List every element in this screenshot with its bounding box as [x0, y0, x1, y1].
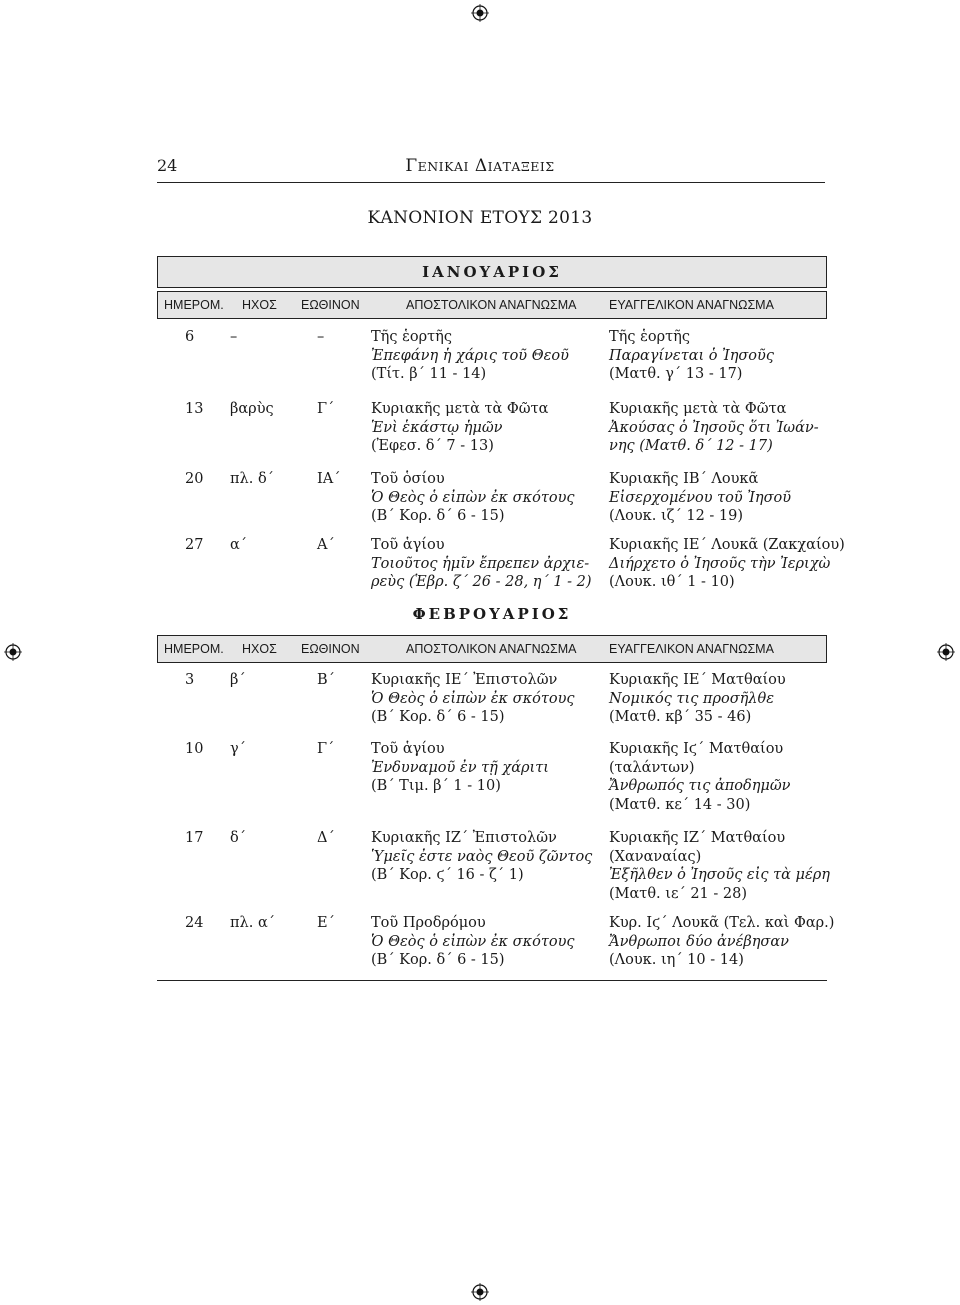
row-gospel: [609, 400, 829, 456]
row-matins: Γ΄: [317, 741, 335, 757]
gospel-reference: (Ματθ. ιε΄ 21 - 28): [609, 885, 747, 902]
gospel-incipit: Διήρχετο ὁ Ἰησοῦς τὴν Ἰεριχὼ: [609, 555, 831, 572]
row-date: 17: [185, 830, 204, 846]
row-tone: γ΄: [230, 741, 246, 757]
apostle-incipit: Ὁ Θεὸς ὁ εἰπὼν ἐκ σκότους: [371, 690, 575, 707]
apostle-title: Τοῦ Προδρόμου: [371, 915, 486, 931]
row-gospel: [609, 328, 829, 384]
running-head-rest-2: ΙΑΤΑΞΕΙΣ: [487, 159, 555, 174]
apostle-reference: (Β΄ Τιμ. β΄ 1 - 10): [371, 778, 501, 794]
row-tone: βαρὺς: [230, 401, 274, 417]
gospel-subtitle: (ταλάντων): [609, 759, 695, 776]
row-gospel: [609, 829, 829, 903]
column-header-gospel: ΕΥΑΓΓΕΛΙΚΟΝ ΑΝΑΓΝΩΣΜΑ: [609, 642, 774, 656]
page-number: 24: [157, 156, 178, 175]
gospel-title: Κυριακῆς ΙΖ΄ Ματθαίου: [609, 830, 786, 846]
gospel-title: Κυριακῆς μετὰ τὰ Φῶτα: [609, 401, 787, 417]
row-date: 27: [185, 537, 204, 553]
row-gospel: [609, 470, 829, 526]
row-date: 3: [185, 672, 195, 688]
row-gospel: [609, 536, 845, 592]
registration-mark-left-icon: [4, 643, 22, 661]
apostle-title: Κυριακῆς ΙΖ΄ Ἐπιστολῶν: [371, 830, 557, 846]
row-apostle: [371, 914, 611, 970]
gospel-reference: (Ματθ. κε΄ 14 - 30): [609, 796, 751, 813]
apostle-incipit: Ὁ Θεὸς ὁ εἰπὼν ἐκ σκότους: [371, 933, 575, 950]
running-head: [0, 156, 960, 176]
row-apostle: [371, 400, 611, 456]
row-apostle: [371, 671, 611, 727]
row-date: 10: [185, 741, 204, 757]
gospel-title: Κυριακῆς ΙΕ΄ Λουκᾶ (Ζακχαίου): [609, 537, 845, 553]
apostle-incipit: Ὑμεῖς ἐστε ναὸς Θεοῦ ζῶντος: [371, 848, 593, 865]
row-date: 20: [185, 471, 204, 487]
row-apostle: [371, 740, 611, 796]
gospel-incipit: Ἄνθρωποι δύο ἀνέβησαν: [609, 933, 789, 950]
column-header-gospel: ΕΥΑΓΓΕΛΙΚΟΝ ΑΝΑΓΝΩΣΜΑ: [609, 298, 774, 312]
gospel-title: Κυριακῆς ΙΕ΄ Ματθαίου: [609, 672, 786, 688]
row-tone: –: [230, 329, 238, 345]
row-date: 24: [185, 915, 204, 931]
gospel-reference: (Ματθ. κβ΄ 35 - 46): [609, 709, 752, 725]
gospel-incipit: Παραγίνεται ὁ Ἰησοῦς: [609, 347, 774, 364]
row-matins: Δ΄: [317, 830, 335, 846]
registration-mark-top-icon: [471, 4, 489, 22]
month-heading-february: ΦΕΒΡΟΥΑΡΙΟΣ: [157, 599, 827, 631]
page-title: ΚΑΝΟΝΙΟΝ ΕΤΟΥΣ 2013: [367, 208, 593, 228]
column-header-row: [157, 635, 827, 663]
apostle-incipit: Ὁ Θεὸς ὁ εἰπὼν ἐκ σκότους: [371, 489, 575, 506]
gospel-subtitle: (Χαναναίας): [609, 848, 702, 865]
apostle-reference: (Β΄ Κορ. δ΄ 6 - 15): [371, 952, 505, 968]
column-header-matins: ΕΩΘΙΝΟΝ: [301, 642, 360, 656]
apostle-reference: (Β΄ Κορ. δ΄ 6 - 15): [371, 508, 505, 524]
apostle-title: Κυριακῆς ΙΕ΄ Ἐπιστολῶν: [371, 672, 558, 688]
row-tone: πλ. α΄: [230, 915, 275, 931]
apostle-incipit: Ἑνὶ ἑκάστῳ ἡμῶν: [371, 419, 503, 436]
gospel-reference: (Λουκ. ιζ΄ 12 - 19): [609, 508, 744, 524]
gospel-reference: (Λουκ. ιη΄ 10 - 14): [609, 952, 744, 968]
apostle-incipit: Τοιοῦτος ἡμῖν ἔπρεπεν ἀρχιε-: [371, 555, 590, 572]
row-tone: β΄: [230, 672, 246, 688]
row-date: 6: [185, 329, 195, 345]
header-rule: [157, 182, 825, 183]
column-header-date: ΗΜΕΡΟΜ.: [164, 642, 224, 656]
gospel-incipit: Εἰσερχομένου τοῦ Ἰησοῦ: [609, 489, 792, 506]
apostle-incipit-cont: ρεὺς (Ἑβρ. ζ΄ 26 - 28, η΄ 1 - 2): [371, 574, 592, 590]
apostle-title: Κυριακῆς μετὰ τὰ Φῶτα: [371, 401, 549, 417]
column-header-row: [157, 291, 827, 319]
registration-mark-bottom-icon: [471, 1283, 489, 1301]
row-matins: Β΄: [317, 672, 335, 688]
gospel-incipit: Ἐξῆλθεν ὁ Ἰησοῦς εἰς τὰ μέρη: [609, 867, 830, 883]
row-apostle: [371, 829, 611, 885]
apostle-title: Τῆς ἑορτῆς: [371, 329, 452, 345]
apostle-incipit: Ἐπεφάνη ἡ χάρις τοῦ Θεοῦ: [371, 347, 569, 364]
apostle-title: Τοῦ ἁγίου: [371, 741, 445, 757]
row-apostle: [371, 470, 611, 526]
row-tone: α΄: [230, 537, 248, 553]
apostle-reference: (Τίτ. β΄ 11 - 14): [371, 366, 487, 382]
row-date: 13: [185, 401, 204, 417]
gospel-title: Κυρ. Ιϛ΄ Λουκᾶ (Τελ. καὶ Φαρ.): [609, 915, 835, 931]
row-tone: δ΄: [230, 830, 246, 846]
row-matins: Γ΄: [317, 401, 335, 417]
column-header-apostle: ΑΠΟΣΤΟΛΙΚΟΝ ΑΝΑΓΝΩΣΜΑ: [406, 298, 577, 312]
apostle-incipit: Ἐνδυναμοῦ ἐν τῇ χάριτι: [371, 759, 549, 776]
apostle-title: Τοῦ ἁγίου: [371, 537, 445, 553]
row-gospel: [609, 671, 829, 727]
column-header-apostle: ΑΠΟΣΤΟΛΙΚΟΝ ΑΝΑΓΝΩΣΜΑ: [406, 642, 577, 656]
gospel-incipit-cont: νης (Ματθ. δ΄ 12 - 17): [609, 438, 773, 454]
apostle-reference: (Ἐφεσ. δ΄ 7 - 13): [371, 438, 494, 454]
apostle-reference: (Β΄ Κορ. δ΄ 6 - 15): [371, 709, 505, 725]
month-heading-january: ΙΑΝΟΥΑΡΙΟΣ: [157, 256, 827, 288]
row-matins: Α΄: [317, 537, 335, 553]
gospel-reference: (Λουκ. ιθ΄ 1 - 10): [609, 574, 735, 590]
column-header-tone: ΗΧΟΣ: [242, 298, 277, 312]
gospel-incipit: Ἀκούσας ὁ Ἰησοῦς ὅτι Ἰωάν-: [609, 419, 819, 436]
running-head-rest: ΕΝΙΚΑΙ: [417, 159, 469, 174]
column-header-date: ΗΜΕΡΟΜ.: [164, 298, 224, 312]
gospel-incipit: Νομικός τις προσῆλθε: [609, 690, 775, 707]
row-apostle: [371, 328, 611, 384]
column-header-matins: ΕΩΘΙΝΟΝ: [301, 298, 360, 312]
gospel-title: Τῆς ἑορτῆς: [609, 329, 690, 345]
row-matins: ΙΑ΄: [317, 471, 341, 487]
table-bottom-rule: [157, 980, 827, 981]
gospel-reference: (Ματθ. γ΄ 13 - 17): [609, 366, 743, 382]
running-head-initial-2: Δ: [474, 156, 488, 176]
gospel-incipit: Ἄνθρωπός τις ἀποδημῶν: [609, 778, 791, 794]
apostle-reference: (Β΄ Κορ. ϛ΄ 16 - ζ΄ 1): [371, 867, 524, 883]
row-apostle: [371, 536, 611, 592]
row-gospel: [609, 914, 835, 970]
gospel-title: Κυριακῆς ΙΒ΄ Λουκᾶ: [609, 471, 759, 487]
row-tone: πλ. δ΄: [230, 471, 274, 487]
apostle-title: Τοῦ ὁσίου: [371, 471, 445, 487]
registration-mark-right-icon: [937, 643, 955, 661]
row-matins: Ε΄: [317, 915, 335, 931]
column-header-tone: ΗΧΟΣ: [242, 642, 277, 656]
gospel-title: Κυριακῆς Ιϛ΄ Ματθαίου: [609, 741, 784, 757]
row-gospel: [609, 740, 829, 814]
running-head-initial: Γ: [405, 156, 418, 176]
row-matins: –: [317, 329, 325, 345]
